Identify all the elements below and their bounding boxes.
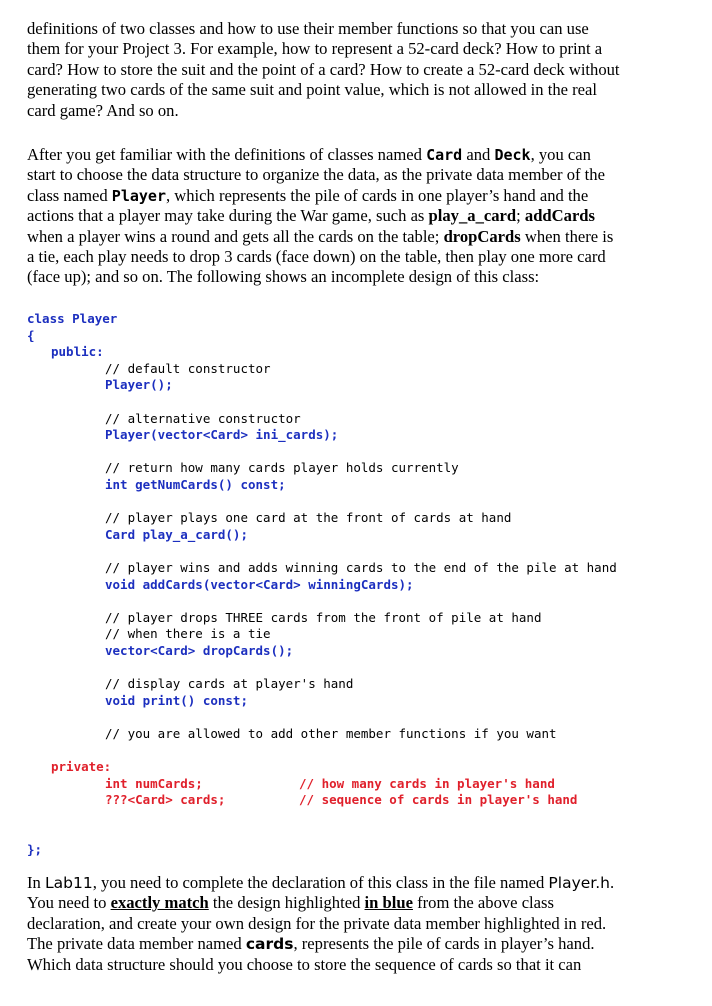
data-structure-paragraph xyxy=(27,145,677,288)
member-declaration: int numCards; xyxy=(105,775,203,791)
class-declaration: class Player xyxy=(27,311,118,326)
code-comment: // player wins and adds winning cards to the end of the pile at hand xyxy=(105,559,617,575)
player-class-name: Player xyxy=(111,186,166,205)
text-run: In xyxy=(27,873,45,892)
in-blue-emphasis: in blue xyxy=(364,893,413,913)
code-blank xyxy=(27,809,687,826)
intro-paragraph xyxy=(27,19,677,121)
lab11-paragraph xyxy=(27,873,677,975)
paragraph-line: declaration, and create your own design for the private data member highlighted in red. xyxy=(27,913,607,933)
text-run: and xyxy=(462,145,495,164)
code-comment: // alternative constructor xyxy=(105,410,301,426)
drop-cards-term: dropCards xyxy=(443,226,521,246)
text-run: the design highlighted xyxy=(208,893,365,913)
member-num-cards xyxy=(27,776,687,793)
text-run: You need to xyxy=(27,893,111,913)
code-blank xyxy=(27,444,687,461)
open-brace: { xyxy=(27,327,35,343)
deck-class-name: Deck xyxy=(494,146,531,164)
play-a-card-term: play_a_card xyxy=(428,206,517,226)
paragraph-line xyxy=(27,206,677,226)
paragraph-line: a tie, each play needs to drop 3 cards (face down) on the table, then play one more card xyxy=(27,247,606,267)
paragraph-line xyxy=(27,934,677,954)
code-blank xyxy=(27,709,687,726)
code-function: int getNumCards() const; xyxy=(105,476,286,492)
paragraph-line: (face up); and so on. The following shows an incomplete design of this class: xyxy=(27,267,540,287)
code-function: void addCards(vector<Card> winningCards); xyxy=(105,576,414,592)
code-blank xyxy=(27,742,687,759)
cards-member-name: cards xyxy=(245,935,294,954)
text-run: ; xyxy=(516,206,525,226)
code-blank xyxy=(27,825,687,842)
code-blank xyxy=(27,593,687,610)
member-cards xyxy=(27,792,687,809)
private-label: private: xyxy=(51,759,112,775)
paragraph-line xyxy=(27,186,677,206)
code-function: Player(); xyxy=(105,377,173,393)
member-comment: // how many cards in player's hand xyxy=(299,775,555,791)
intro-line: them for your Project 3. For example, how to represent a 52-card deck? How to print a xyxy=(27,39,603,59)
card-class-name: Card xyxy=(426,146,463,164)
code-blank xyxy=(27,394,687,411)
text-run: , represents the pile of cards in player’s hand. xyxy=(293,934,595,954)
text-run: After you get familiar with the definitions of classes named xyxy=(27,145,427,164)
lab11-label: Lab11 xyxy=(44,874,93,892)
player-h-filename: Player.h xyxy=(548,874,610,892)
text-run: from the above class xyxy=(412,893,554,913)
text-run: The private data member named xyxy=(27,934,246,954)
code-blank xyxy=(27,494,687,511)
paragraph-line xyxy=(27,227,677,247)
code-blank xyxy=(27,659,687,676)
text-run: when there is xyxy=(520,226,614,246)
code-function: Player(vector<Card> ini_cards); xyxy=(105,427,339,443)
intro-line: definitions of two classes and how to use their member functions so that you can use xyxy=(27,19,589,38)
paragraph-line xyxy=(27,873,677,893)
code-comment: // player plays one card at the front of cards at hand xyxy=(105,510,512,526)
member-comment: // sequence of cards in player's hand xyxy=(299,792,578,808)
text-run: , you can xyxy=(530,145,591,164)
member-declaration: ???<Card> cards; xyxy=(105,792,226,808)
paragraph-line: Which data structure should you choose to store the sequence of cards so that it can xyxy=(27,954,582,974)
paragraph-line xyxy=(27,145,677,165)
text-run: class named xyxy=(27,185,112,205)
text-run: actions that a player may take during the War game, such as xyxy=(27,206,429,226)
code-function: Card play_a_card(); xyxy=(105,526,248,542)
code-comment: // when there is a tie xyxy=(105,626,271,642)
intro-line: card game? And so on. xyxy=(27,100,179,120)
code-function: void print() const; xyxy=(105,692,248,708)
text-run: . xyxy=(609,873,615,892)
code-comment: // you are allowed to add other member functions if you want xyxy=(105,725,557,741)
text-run: when a player wins a round and gets all the cards on the table; xyxy=(27,226,444,246)
code-comment: // display cards at player's hand xyxy=(105,676,354,692)
text-run: , which represents the pile of cards in one player’s hand and the xyxy=(165,185,589,205)
paragraph-line xyxy=(27,893,677,913)
code-blank xyxy=(27,543,687,560)
intro-line: generating two cards of the same suit and point value, which is not allowed in the real xyxy=(27,80,598,100)
public-label: public: xyxy=(51,344,104,360)
code-comment: // return how many cards player holds currently xyxy=(105,460,459,476)
close-brace: }; xyxy=(27,842,43,857)
code-function: vector<Card> dropCards(); xyxy=(105,642,294,658)
paragraph-line: start to choose the data structure to organize the data, as the private data member of the xyxy=(27,165,605,185)
intro-line: card? How to store the suit and the point of a card? How to create a 52-card deck without xyxy=(27,59,620,79)
exactly-match-emphasis: exactly match xyxy=(110,893,209,913)
player-class-code xyxy=(27,311,687,859)
add-cards-term: addCards xyxy=(524,206,595,226)
text-run: , you need to complete the declaration of this class in the file named xyxy=(92,873,549,892)
code-comment: // default constructor xyxy=(105,360,271,376)
code-comment: // player drops THREE cards from the front of pile at hand xyxy=(105,609,542,625)
